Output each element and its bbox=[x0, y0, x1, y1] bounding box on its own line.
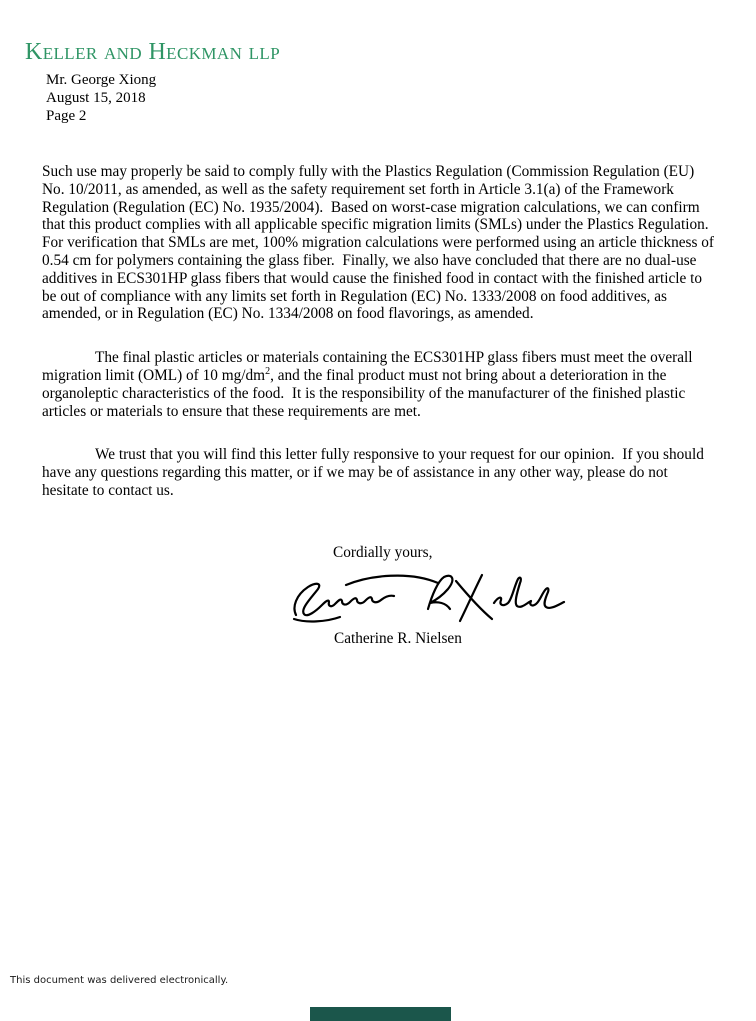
paragraph-oml-text-after: , and the final product must not bring about a deterioration in the organoleptic characteristics of the food. It is the responsibility of the manufacturer of the finished plastic articles or materials to ensure that these requirements are met. bbox=[42, 366, 690, 420]
valediction: Cordially yours, bbox=[333, 544, 433, 561]
page-number: Page 2 bbox=[46, 108, 87, 124]
paragraph-responsive: We trust that you will find this letter fully responsive to your request for our opinion. If you should have any questions regarding this matter, or if we may be of assistance in any other way, please do not hesitate to contact us. bbox=[42, 446, 708, 499]
recipient-name: Mr. George Xiong bbox=[46, 72, 157, 88]
paragraph-oml-superscript: 2 bbox=[265, 365, 271, 377]
letter-date: August 15, 2018 bbox=[46, 90, 146, 106]
paragraph-oml bbox=[42, 349, 718, 420]
bottom-green-bar bbox=[310, 1007, 451, 1021]
electronic-delivery-note: This document was delivered electronically. bbox=[10, 975, 229, 986]
paragraph-oml-text-before: The final plastic articles or materials containing the ECS301HP glass fibers must meet the overall migration limit (OML) of 10 mg/dm bbox=[42, 349, 697, 384]
letter-body bbox=[42, 163, 718, 526]
signature-image bbox=[286, 565, 571, 637]
paragraph-compliance: Such use may properly be said to comply fully with the Plastics Regulation (Commission Regulation (EU) No. 10/2011, as amended, as well as the safety requirement set forth in Article 3.1(a) of the Framework Regulation (Regulation (EC) No. 1935/2004). Based on worst-case migration calculations, we can confirm that this product complies with all applicable specific migration limits (SMLs) under the Plastics Regulation. For verification that SMLs are met, 100% migration calculations were performed using an article thickness of 0.54 cm for polymers containing the glass fiber. Finally, we also have concluded that there are no dual-use additives in ECS301HP glass fibers that would cause the finished food in contact with the finished article to be out of compliance with any limits set forth in Regulation (EC) No. 1333/2008 on food additives, as amended, or in Regulation (EC) No. 1334/2008 on food flavorings, as amended. bbox=[42, 163, 718, 323]
letter-header-block bbox=[46, 71, 156, 125]
signer-name: Catherine R. Nielsen bbox=[334, 630, 462, 647]
firm-letterhead: Keller and Heckman llp bbox=[25, 39, 281, 65]
